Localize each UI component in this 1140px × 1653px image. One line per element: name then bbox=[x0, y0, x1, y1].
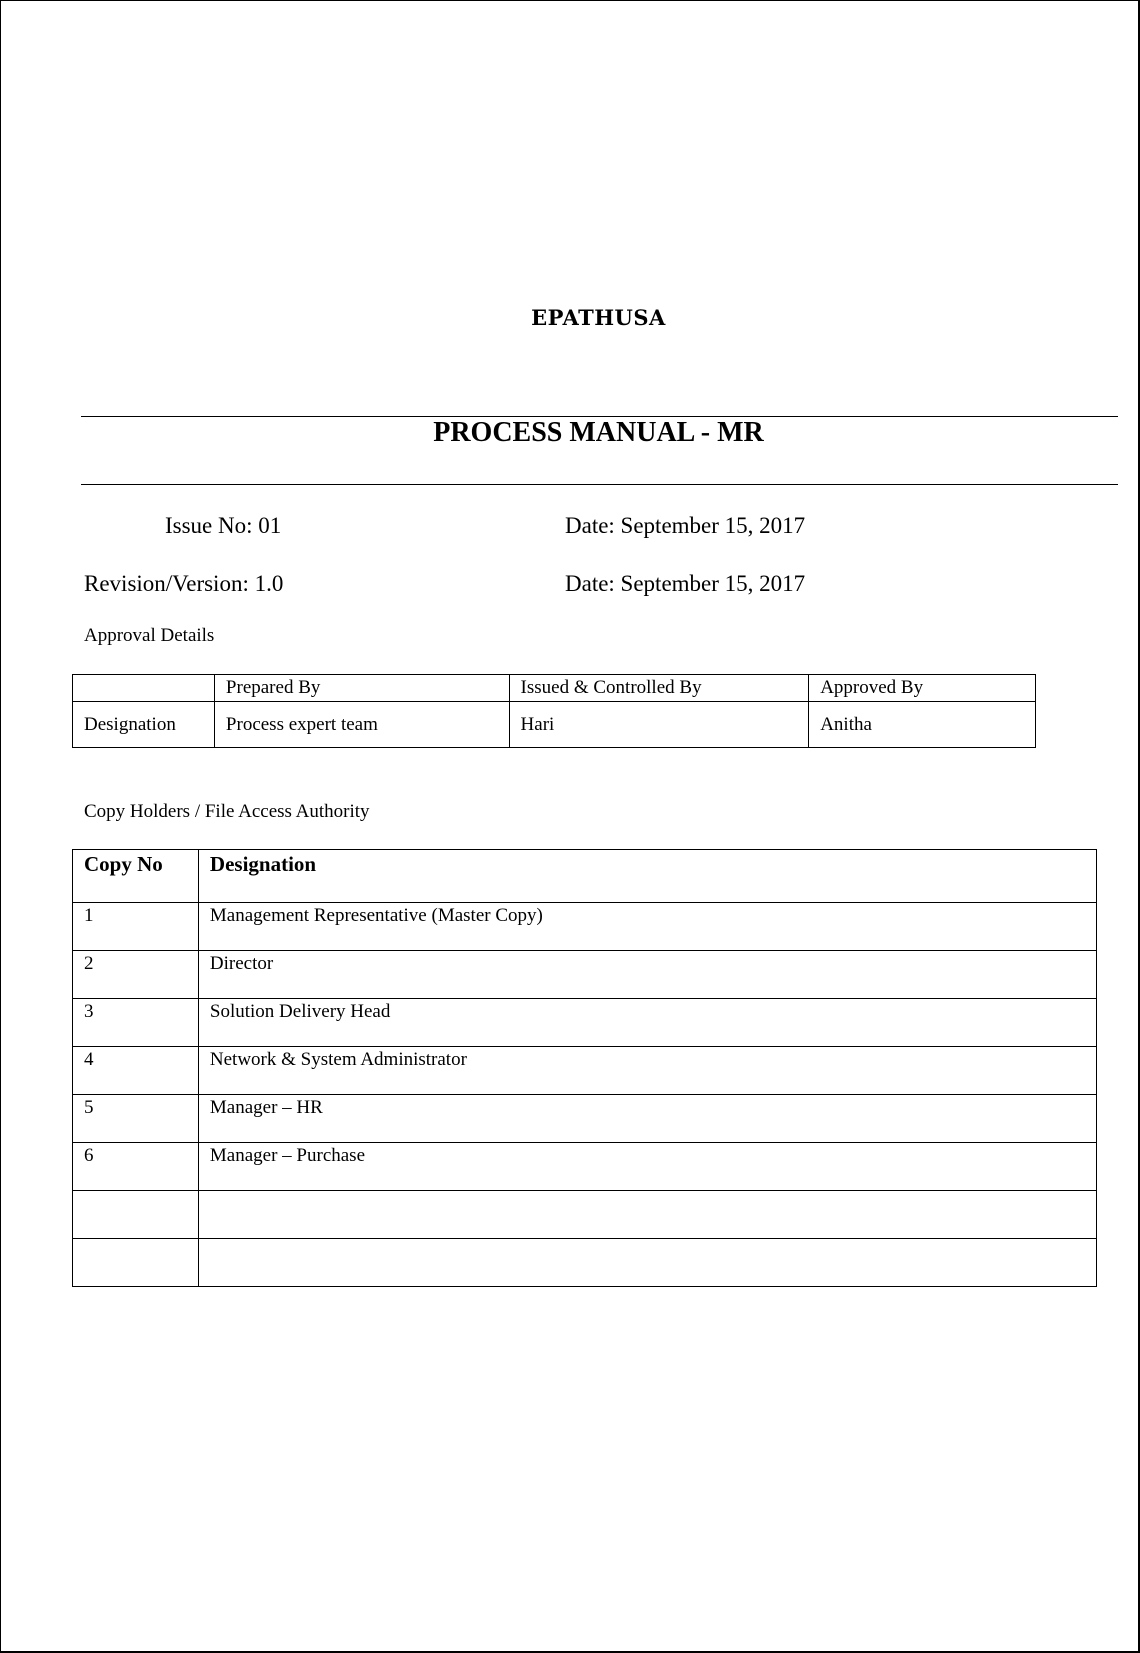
table-row bbox=[73, 1191, 1097, 1239]
table-row bbox=[73, 951, 1097, 999]
designation-cell: Manager – Purchase bbox=[198, 1143, 1096, 1191]
copy-no-cell: 6 bbox=[73, 1143, 199, 1191]
approval-cell: Designation bbox=[73, 702, 215, 748]
revision-version: Revision/Version: 1.0 bbox=[84, 571, 284, 596]
copy-no-cell: 2 bbox=[73, 951, 199, 999]
designation-header: Designation bbox=[198, 850, 1096, 903]
table-row bbox=[73, 903, 1097, 951]
issue-date: Date: September 15, 2017 bbox=[565, 513, 806, 538]
designation-cell bbox=[198, 1239, 1096, 1287]
copy-holders-label: Copy Holders / File Access Authority bbox=[84, 801, 370, 822]
copy-header-row bbox=[73, 850, 1097, 903]
designation-cell: Solution Delivery Head bbox=[198, 999, 1096, 1047]
approval-details-label: Approval Details bbox=[84, 625, 215, 646]
copy-no-header: Copy No bbox=[73, 850, 199, 903]
designation-cell: Manager – HR bbox=[198, 1095, 1096, 1143]
company-name: EPATHUSA bbox=[531, 305, 666, 330]
approval-header-cell bbox=[73, 675, 215, 702]
copy-no-cell bbox=[73, 1239, 199, 1287]
table-row bbox=[73, 1143, 1097, 1191]
approval-header-row bbox=[73, 675, 1036, 702]
table-row bbox=[73, 999, 1097, 1047]
approval-designation-row bbox=[73, 702, 1036, 748]
table-row bbox=[73, 1095, 1097, 1143]
designation-cell: Network & System Administrator bbox=[198, 1047, 1096, 1095]
designation-cell: Management Representative (Master Copy) bbox=[198, 903, 1096, 951]
approval-table bbox=[72, 674, 1036, 748]
approval-cell: Hari bbox=[509, 702, 809, 748]
copy-no-cell: 3 bbox=[73, 999, 199, 1047]
designation-cell: Director bbox=[198, 951, 1096, 999]
revision-date: Date: September 15, 2017 bbox=[565, 571, 806, 596]
table-row bbox=[73, 1239, 1097, 1287]
title-rule-bottom bbox=[81, 484, 1118, 485]
approval-header-cell: Prepared By bbox=[214, 675, 509, 702]
designation-cell bbox=[198, 1191, 1096, 1239]
table-row bbox=[73, 1047, 1097, 1095]
approval-header-cell: Issued & Controlled By bbox=[509, 675, 809, 702]
copy-no-cell bbox=[73, 1191, 199, 1239]
document-title: PROCESS MANUAL - MR bbox=[433, 417, 764, 448]
copy-no-cell: 1 bbox=[73, 903, 199, 951]
approval-header-cell: Approved By bbox=[809, 675, 1036, 702]
copy-holders-table bbox=[72, 849, 1097, 1287]
copy-no-cell: 4 bbox=[73, 1047, 199, 1095]
issue-number: Issue No: 01 bbox=[165, 513, 282, 538]
approval-cell: Process expert team bbox=[214, 702, 509, 748]
copy-no-cell: 5 bbox=[73, 1095, 199, 1143]
approval-cell: Anitha bbox=[809, 702, 1036, 748]
